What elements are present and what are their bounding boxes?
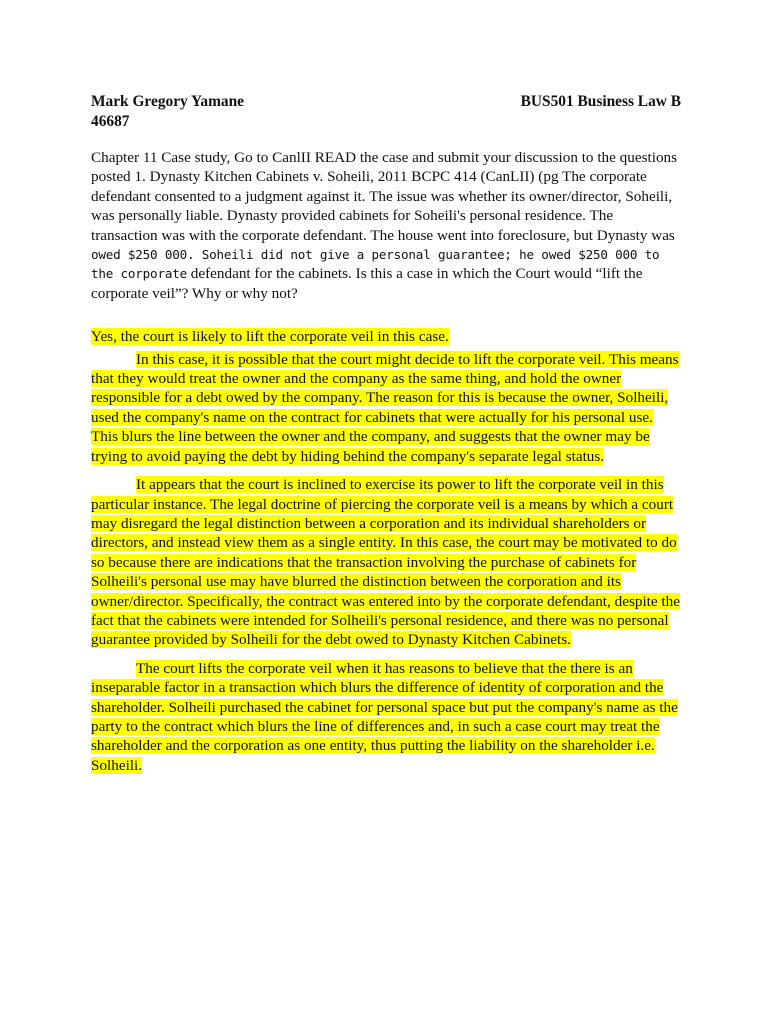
answer-paragraph-2: [91, 475, 681, 650]
question-text-part-3: defendant for the cabinets. Is this a case in which the Court would “lift the corporate veil”? Why or why not?: [91, 265, 643, 302]
answer-paragraph-1: [91, 350, 681, 466]
answer-paragraph-2-text: It appears that the court is inclined to exercise its power to lift the corporate veil in this particular instance. The legal doctrine of piercing the corporate veil is a means by which a court may disregard the legal distinction between a corporation and its individual shareholders or directors, and instead view them as a single entity. In this case, the court may be motivated to do so because there are indications that the transaction involving the purchase of cabinets for Solheili's personal use may have blurred the distinction between the corporation and its owner/director. Specifically, the contract was entered into by the corporate defendant, despite the fact that the cabinets were intended for Solheili's personal residence, and there was no personal guarantee provided by Solheili for the debt owed to Dynasty Kitchen Cabinets.: [91, 476, 680, 649]
answer-section: [91, 327, 681, 775]
course-title: BUS501 Business Law B: [520, 93, 681, 110]
answer-lead: [91, 327, 681, 346]
author-name: Mark Gregory Yamane: [91, 93, 245, 110]
question-text-part-2: owed $250 000. Soheili did not give a personal guarantee; he owed $250 000 to the corporate: [91, 247, 660, 282]
document-page: [91, 92, 681, 775]
question-text-part-1: Chapter 11 Case study, Go to CanlII READ the case and submit your discussion to the questions posted 1. Dynasty Kitchen Cabinets v. Soheili, 2011 BCPC 414 (CanLII) (pg The corporate defendant consented to a judgment against it. The issue was whether its owner/director, Soheili, was personally liable. Dynasty provided cabinets for Soheili's personal residence. The transaction was with the corporate defendant. The house went into foreclosure, but Dynasty was: [91, 149, 678, 244]
document-header: [91, 92, 681, 112]
student-id: 46687: [91, 113, 130, 130]
case-study-question: [91, 148, 679, 303]
answer-lead-text: Yes, the court is likely to lift the corporate veil in this case.: [91, 328, 449, 346]
answer-paragraph-3: [91, 659, 681, 775]
answer-paragraph-3-text: The court lifts the corporate veil when it has reasons to believe that the there is an inseparable factor in a transaction which blurs the difference of identity of corporation and the shareholder. Solheili purchased the cabinet for personal space but put the company's name as the party to the contract which blurs the line of differences and, in such a case court may treat the shareholder and the corporation as one entity, thus putting the liability on the shareholder i.e. Solheili.: [91, 659, 678, 774]
answer-paragraph-1-text: In this case, it is possible that the court might decide to lift the corporate veil. This means that they would treat the owner and the company as the same thing, and hold the owner responsible for a debt owed by the company. The reason for this is because the owner, Solheili, used the company's name on the contract for cabinets that were actually for his personal use. This blurs the line between the owner and the company, and suggests that the owner may be trying to avoid paying the debt by hiding behind the company's separate legal status.: [91, 350, 679, 465]
